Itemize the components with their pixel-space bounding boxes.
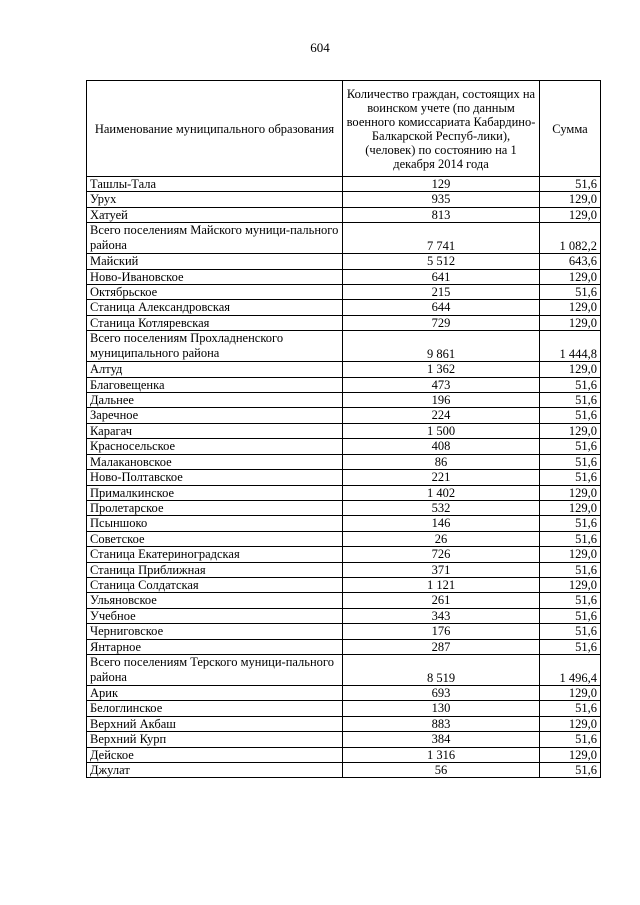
row-name: Благовещенка [87, 377, 343, 392]
row-sum: 51,6 [540, 393, 601, 408]
row-name: Красносельское [87, 439, 343, 454]
row-name: Верхний Курп [87, 732, 343, 747]
table-row [87, 747, 601, 762]
table-row [87, 500, 601, 515]
row-sum: 129,0 [540, 315, 601, 330]
row-sum: 1 082,2 [540, 223, 601, 254]
header-sum: Сумма [540, 81, 601, 177]
table-row [87, 454, 601, 469]
row-sum: 643,6 [540, 254, 601, 269]
table-row [87, 269, 601, 284]
row-name: Белоглинское [87, 701, 343, 716]
row-count: 7 741 [343, 223, 540, 254]
table-row [87, 593, 601, 608]
row-sum: 129,0 [540, 577, 601, 592]
row-name: Псыншоко [87, 516, 343, 531]
table-row [87, 254, 601, 269]
table-row [87, 716, 601, 731]
row-count: 641 [343, 269, 540, 284]
table-row [87, 608, 601, 623]
table-row-group-total [87, 331, 601, 362]
row-count: 261 [343, 593, 540, 608]
row-count: 26 [343, 531, 540, 546]
row-name: Дейское [87, 747, 343, 762]
row-sum: 129,0 [540, 547, 601, 562]
row-count: 215 [343, 285, 540, 300]
table-row [87, 701, 601, 716]
table-row [87, 516, 601, 531]
row-count: 384 [343, 732, 540, 747]
table-row [87, 685, 601, 700]
row-name: Урух [87, 192, 343, 207]
row-name: Джулат [87, 763, 343, 778]
table-row [87, 470, 601, 485]
row-name: Малакановское [87, 454, 343, 469]
row-name: Всего поселениям Терского муници-пального района [87, 654, 343, 685]
row-count: 5 512 [343, 254, 540, 269]
row-name: Янтарное [87, 639, 343, 654]
row-sum: 51,6 [540, 593, 601, 608]
row-sum: 51,6 [540, 177, 601, 192]
row-name: Учебное [87, 608, 343, 623]
row-sum: 1 444,8 [540, 331, 601, 362]
table-row [87, 423, 601, 438]
row-name: Станица Екатериноградская [87, 547, 343, 562]
table-row [87, 362, 601, 377]
table-row-group-total [87, 654, 601, 685]
table-row [87, 547, 601, 562]
row-sum: 51,6 [540, 377, 601, 392]
row-sum: 129,0 [540, 192, 601, 207]
row-count: 56 [343, 763, 540, 778]
table-row [87, 531, 601, 546]
row-sum: 51,6 [540, 531, 601, 546]
row-name: Ташлы-Тала [87, 177, 343, 192]
row-sum: 51,6 [540, 562, 601, 577]
row-sum: 129,0 [540, 423, 601, 438]
table-row [87, 393, 601, 408]
row-count: 146 [343, 516, 540, 531]
row-name: Карагач [87, 423, 343, 438]
table-row [87, 639, 601, 654]
table-row [87, 192, 601, 207]
row-name: Хатуей [87, 207, 343, 222]
row-sum: 129,0 [540, 269, 601, 284]
row-sum: 1 496,4 [540, 654, 601, 685]
row-name: Пролетарское [87, 500, 343, 515]
row-count: 729 [343, 315, 540, 330]
table-row [87, 562, 601, 577]
row-name: Станица Александровская [87, 300, 343, 315]
row-count: 883 [343, 716, 540, 731]
row-count: 129 [343, 177, 540, 192]
table-row [87, 485, 601, 500]
row-name: Советское [87, 531, 343, 546]
row-name: Ново-Ивановское [87, 269, 343, 284]
row-count: 343 [343, 608, 540, 623]
row-sum: 51,6 [540, 732, 601, 747]
row-sum: 129,0 [540, 716, 601, 731]
row-count: 176 [343, 624, 540, 639]
row-name: Всего поселениям Прохладненского муниципального района [87, 331, 343, 362]
table-row [87, 439, 601, 454]
row-name: Станица Солдатская [87, 577, 343, 592]
row-name: Ульяновское [87, 593, 343, 608]
row-count: 1 402 [343, 485, 540, 500]
row-name: Арик [87, 685, 343, 700]
row-count: 1 500 [343, 423, 540, 438]
table-row [87, 285, 601, 300]
row-count: 224 [343, 408, 540, 423]
row-count: 813 [343, 207, 540, 222]
row-name: Дальнее [87, 393, 343, 408]
row-count: 287 [343, 639, 540, 654]
row-sum: 129,0 [540, 207, 601, 222]
row-name: Верхний Акбаш [87, 716, 343, 731]
table-row [87, 377, 601, 392]
row-name: Октябрьское [87, 285, 343, 300]
row-name: Всего поселениям Майского муници-пального района [87, 223, 343, 254]
data-table [86, 80, 601, 778]
table-row [87, 408, 601, 423]
table-row [87, 577, 601, 592]
row-count: 644 [343, 300, 540, 315]
row-count: 371 [343, 562, 540, 577]
row-sum: 51,6 [540, 639, 601, 654]
row-sum: 51,6 [540, 470, 601, 485]
row-count: 130 [343, 701, 540, 716]
row-name: Черниговское [87, 624, 343, 639]
row-sum: 129,0 [540, 362, 601, 377]
row-sum: 51,6 [540, 608, 601, 623]
row-name: Заречное [87, 408, 343, 423]
row-sum: 129,0 [540, 747, 601, 762]
row-name: Ново-Полтавское [87, 470, 343, 485]
row-count: 1 121 [343, 577, 540, 592]
table-row [87, 177, 601, 192]
row-sum: 51,6 [540, 516, 601, 531]
row-sum: 51,6 [540, 624, 601, 639]
row-name: Майский [87, 254, 343, 269]
table-row [87, 300, 601, 315]
row-name: Алтуд [87, 362, 343, 377]
table-row-group-total [87, 223, 601, 254]
table-row [87, 315, 601, 330]
row-sum: 51,6 [540, 439, 601, 454]
row-count: 408 [343, 439, 540, 454]
row-count: 9 861 [343, 331, 540, 362]
row-count: 726 [343, 547, 540, 562]
header-row [87, 81, 601, 177]
row-sum: 51,6 [540, 408, 601, 423]
table-body [87, 177, 601, 778]
row-sum: 51,6 [540, 454, 601, 469]
table-row [87, 207, 601, 222]
row-sum: 51,6 [540, 701, 601, 716]
row-count: 473 [343, 377, 540, 392]
table-row [87, 624, 601, 639]
row-count: 693 [343, 685, 540, 700]
row-count: 1 362 [343, 362, 540, 377]
row-name: Станица Котляревская [87, 315, 343, 330]
row-sum: 129,0 [540, 300, 601, 315]
table-row [87, 732, 601, 747]
row-name: Станица Приближная [87, 562, 343, 577]
row-sum: 129,0 [540, 485, 601, 500]
row-count: 935 [343, 192, 540, 207]
page-number: 604 [310, 40, 330, 55]
row-count: 8 519 [343, 654, 540, 685]
row-count: 86 [343, 454, 540, 469]
row-sum: 51,6 [540, 763, 601, 778]
row-sum: 129,0 [540, 500, 601, 515]
row-count: 196 [343, 393, 540, 408]
row-count: 221 [343, 470, 540, 485]
row-count: 1 316 [343, 747, 540, 762]
table-row [87, 763, 601, 778]
header-count: Количество граждан, состоящих на воинском учете (по данным военного комиссариата Кабардино-Балкарской Респуб-лики), (человек) по состоянию на 1 декабря 2014 года [343, 81, 540, 177]
row-sum: 129,0 [540, 685, 601, 700]
header-name: Наименование муниципального образования [87, 81, 343, 177]
row-sum: 51,6 [540, 285, 601, 300]
row-name: Прималкинское [87, 485, 343, 500]
row-count: 532 [343, 500, 540, 515]
